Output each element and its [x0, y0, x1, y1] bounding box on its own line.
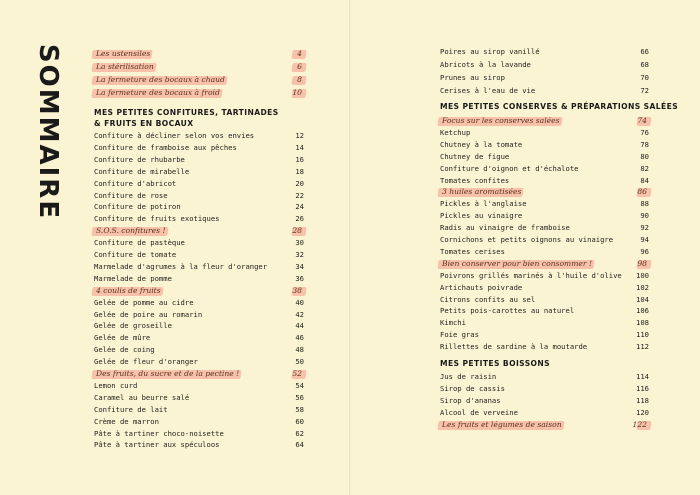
- toc-entry-page: 42: [295, 309, 304, 319]
- toc-entry-title: Gelée de coing: [94, 345, 155, 355]
- toc-entry-page: 20: [295, 178, 304, 188]
- toc-entry: [94, 249, 304, 261]
- toc-entry-page: 28: [292, 226, 302, 236]
- toc-highlight-entry: [94, 285, 304, 297]
- sommaire-title: [28, 43, 68, 221]
- toc-entry-page: 90: [640, 211, 649, 221]
- toc-entry-title: Pickles à l'anglaise: [440, 199, 527, 209]
- toc-entry-page: 50: [295, 357, 304, 367]
- toc-entry-title: Pickles au vinaigre: [440, 211, 523, 221]
- toc-entry-page: 88: [640, 199, 649, 209]
- toc-entry: [94, 344, 304, 356]
- toc-entry-page: 30: [295, 238, 304, 248]
- toc-entry: [440, 371, 649, 383]
- toc-entry-title: Confiture de fruits exotiques: [94, 214, 220, 224]
- toc-entry-title: Tomates confites: [440, 175, 510, 185]
- section-heading: MES PETITES CONSERVES & PRÉPARATIONS SALÉES: [440, 102, 679, 111]
- toc-entry-page: 12: [295, 131, 304, 140]
- section-heading: & FRUITS EN BOCAUX: [94, 119, 194, 128]
- toc-entry: [440, 282, 649, 294]
- toc-entry: [440, 85, 649, 97]
- toc-entry-page: 38: [292, 285, 302, 295]
- toc-entry-page: 74: [637, 116, 647, 125]
- toc-entry-title: Confiture d'oignon et d'échalote: [440, 163, 579, 173]
- toc-entry-title: La stérilisation: [96, 62, 154, 71]
- toc-entry-page: 66: [640, 47, 649, 56]
- toc-entry-title: 3 huiles aromatisées: [442, 187, 522, 197]
- toc-entry-page: 14: [295, 142, 304, 152]
- toc-entry: [94, 297, 304, 309]
- toc-entry-page: 68: [640, 60, 649, 69]
- toc-entry-page: 4: [297, 49, 302, 58]
- toc-entry: [440, 210, 649, 222]
- toc-entry: [440, 329, 649, 341]
- toc-entry-page: 84: [640, 175, 649, 185]
- toc-entry-title: S.O.S. confitures !: [96, 226, 166, 236]
- toc-entry-page: 34: [295, 261, 304, 271]
- toc-entry: [440, 59, 649, 71]
- toc-entry: [94, 380, 304, 392]
- toc-entry: [94, 201, 304, 213]
- toc-entry: [440, 270, 649, 282]
- toc-entry: [440, 46, 649, 58]
- toc-highlight-entry: [94, 368, 304, 380]
- toc-entry-title: Abricots à la lavande: [440, 60, 531, 69]
- toc-entry: [94, 392, 304, 404]
- toc-entry: [440, 395, 649, 407]
- toc-entry-page: 72: [640, 86, 649, 95]
- toc-entry-title: Marmelade d'agrumes à la fleur d'oranger: [94, 261, 268, 271]
- toc-entry-page: 62: [295, 428, 304, 438]
- toc-entry-page: 104: [636, 294, 649, 304]
- toc-entry-title: Confiture de lait: [94, 404, 168, 414]
- toc-entry-title: Poires au sirop vanillé: [440, 47, 540, 56]
- toc-entry-title: Prunes au sirop: [440, 73, 505, 82]
- toc-highlight-entry: [94, 74, 304, 86]
- toc-entry: [440, 151, 649, 163]
- toc-entry-title: Confiture de tomate: [94, 250, 177, 259]
- toc-entry-title: Kimchi: [440, 318, 466, 328]
- toc-entry-page: 10: [292, 88, 302, 97]
- toc-entry: [94, 404, 304, 416]
- toc-entry-page: 78: [640, 139, 649, 149]
- toc-entry-page: 32: [295, 250, 304, 259]
- toc-highlight-entry: [440, 115, 649, 127]
- toc-entry: [94, 166, 304, 178]
- toc-entry-title: Jus de raisin: [440, 372, 497, 381]
- toc-entry: [440, 234, 649, 246]
- toc-entry-title: Radis au vinaigre de framboise: [440, 223, 570, 233]
- toc-entry-page: 80: [640, 151, 649, 161]
- toc-entry-page: 60: [295, 416, 304, 426]
- toc-entry-title: Confiture de framboise aux pêches: [94, 142, 237, 152]
- toc-entry-page: 94: [640, 235, 649, 244]
- toc-entry-page: 76: [640, 127, 649, 137]
- toc-entry: [440, 175, 649, 187]
- toc-entry-title: Rillettes de sardine à la moutarde: [440, 342, 588, 352]
- toc-entry-page: 26: [295, 214, 304, 224]
- toc-entry-page: 122: [632, 419, 647, 429]
- toc-entry-page: 86: [637, 187, 647, 197]
- toc-entry-title: Artichauts poivrade: [440, 282, 523, 292]
- toc-entry-page: 92: [640, 223, 649, 233]
- toc-entry: [94, 439, 304, 451]
- toc-entry: [94, 154, 304, 166]
- toc-entry-page: 6: [297, 62, 302, 71]
- toc-entry-title: Chutney à la tomate: [440, 139, 523, 149]
- toc-entry-title: Confiture de rhubarbe: [94, 154, 185, 164]
- toc-entry-title: Chutney de figue: [440, 151, 510, 161]
- toc-entry-page: 116: [636, 383, 649, 393]
- toc-entry-page: 24: [295, 202, 304, 212]
- toc-entry: [440, 139, 649, 151]
- toc-entry: [94, 320, 304, 332]
- toc-entry-page: 114: [636, 372, 649, 381]
- toc-entry-title: Cerises à l'eau de vie: [440, 86, 536, 95]
- toc-entry-page: 96: [640, 246, 649, 256]
- toc-entry: [94, 416, 304, 428]
- toc-entry: [94, 213, 304, 225]
- toc-entry: [94, 190, 304, 202]
- toc-entry: [94, 428, 304, 440]
- toc-entry: [94, 273, 304, 285]
- toc-entry-title: Confiture de pastèque: [94, 238, 185, 248]
- toc-entry-title: Poivrons grillés marinés à l'huile d'olive: [440, 270, 622, 280]
- toc-entry-page: 18: [295, 166, 304, 176]
- toc-entry-title: Gelée de fleur d'oranger: [94, 357, 198, 367]
- toc-entry-page: 48: [295, 345, 304, 355]
- toc-entry-page: 36: [295, 273, 304, 283]
- toc-entry-title: Confiture d'abricot: [94, 178, 177, 188]
- toc-entry: [94, 142, 304, 154]
- toc-highlight-entry: [94, 225, 304, 237]
- toc-entry-title: Les ustensiles: [96, 49, 151, 58]
- toc-entry-page: 56: [295, 392, 304, 402]
- toc-entry: [440, 72, 649, 84]
- toc-entry-page: 118: [636, 395, 649, 405]
- toc-entry-title: La fermeture des bocaux à froid: [96, 88, 220, 97]
- toc-entry-title: Pâte à tartiner aux spéculoos: [94, 440, 220, 450]
- toc-entry-page: 70: [640, 73, 649, 82]
- toc-entry-title: Confiture à décliner selon vos envies: [94, 131, 255, 140]
- toc-entry-title: Caramel au beurre salé: [94, 392, 190, 402]
- toc-entry-title: Focus sur les conserves salées: [442, 116, 560, 125]
- toc-entry-title: Confiture de mirabelle: [94, 166, 190, 176]
- toc-entry: [94, 178, 304, 190]
- sommaire-title-text: SOMMAIRE: [33, 43, 63, 221]
- toc-entry: [440, 383, 649, 395]
- toc-entry: [440, 198, 649, 210]
- toc-entry-title: Sirop d'ananas: [440, 395, 501, 405]
- toc-entry-page: 100: [636, 270, 649, 280]
- section-heading: MES PETITES CONFITURES, TARTINADES: [94, 108, 279, 117]
- toc-entry: [94, 261, 304, 273]
- toc-highlight-entry: [94, 61, 304, 73]
- toc-entry-page: 108: [636, 318, 649, 328]
- toc-entry: [94, 130, 304, 142]
- toc-entry-page: 22: [295, 190, 304, 200]
- toc-entry: [440, 407, 649, 419]
- toc-entry: [440, 341, 649, 353]
- toc-entry-title: Alcool de verveine: [440, 407, 518, 417]
- toc-entry-page: 82: [640, 163, 649, 173]
- toc-entry-page: 110: [636, 330, 649, 340]
- toc-entry: [440, 163, 649, 175]
- toc-highlight-entry: [440, 186, 649, 198]
- toc-entry-page: 46: [295, 333, 304, 343]
- toc-entry-page: 52: [292, 369, 302, 378]
- toc-entry: [94, 237, 304, 249]
- toc-entry-title: Pâte à tartiner choco-noisette: [94, 428, 224, 438]
- toc-entry-title: La fermeture des bocaux à chaud: [96, 75, 225, 84]
- toc-entry-title: Marmelade de pomme: [94, 273, 172, 283]
- toc-entry-page: 120: [636, 407, 649, 417]
- page-gutter: [349, 0, 351, 495]
- toc-entry: [440, 127, 649, 139]
- toc-entry-page: 40: [295, 297, 304, 307]
- toc-highlight-entry: [440, 419, 649, 431]
- toc-entry-title: 4 coulis de fruits: [96, 285, 161, 295]
- toc-entry: [94, 309, 304, 321]
- toc-entry: [440, 317, 649, 329]
- toc-entry: [440, 246, 649, 258]
- toc-entry-title: Ketchup: [440, 127, 471, 137]
- toc-entry-title: Les fruits et légumes de saison: [442, 419, 562, 429]
- toc-entry-page: 112: [636, 342, 649, 352]
- toc-highlight-entry: [94, 87, 304, 99]
- toc-entry-title: Lemon curd: [94, 380, 138, 390]
- toc-entry-page: 98: [637, 258, 647, 268]
- toc-entry-title: Cornichons et petits oignons au vinaigre: [440, 235, 614, 244]
- toc-entry-title: Citrons confits au sel: [440, 294, 536, 304]
- toc-entry-page: 8: [297, 75, 302, 84]
- toc-entry-page: 44: [295, 321, 304, 331]
- toc-entry-title: Gelée de pomme au cidre: [94, 297, 194, 307]
- toc-highlight-entry: [440, 258, 649, 270]
- toc-entry-title: Confiture de potiron: [94, 202, 181, 212]
- toc-entry: [440, 222, 649, 234]
- toc-entry-title: Gelée de groseille: [94, 321, 172, 331]
- toc-entry-page: 64: [295, 440, 304, 450]
- toc-entry-page: 106: [636, 306, 649, 316]
- toc-entry-title: Foie gras: [440, 330, 479, 340]
- toc-entry-title: Crème de marron: [94, 416, 159, 426]
- toc-entry-title: Gelée de poire au romarin: [94, 309, 203, 319]
- toc-entry-title: Gelée de mûre: [94, 333, 151, 343]
- toc-entry-title: Petits pois-carottes au naturel: [440, 306, 575, 316]
- toc-entry: [94, 332, 304, 344]
- toc-entry-page: 54: [295, 380, 304, 390]
- toc-entry-page: 58: [295, 404, 304, 414]
- toc-entry: [94, 356, 304, 368]
- toc-entry-title: Des fruits, du sucre et de la pectine !: [96, 369, 240, 378]
- toc-entry: [440, 294, 649, 306]
- section-heading: MES PETITES BOISSONS: [440, 359, 551, 368]
- toc-entry-title: Tomates cerises: [440, 246, 505, 256]
- toc-entry-page: 102: [636, 282, 649, 292]
- toc-entry-title: Sirop de cassis: [440, 383, 505, 393]
- toc-entry-title: Bien conserver pour bien consommer !: [442, 258, 593, 268]
- toc-entry-title: Confiture de rose: [94, 190, 168, 200]
- toc-entry: [440, 305, 649, 317]
- toc-highlight-entry: [94, 48, 304, 60]
- toc-entry-page: 16: [295, 154, 304, 164]
